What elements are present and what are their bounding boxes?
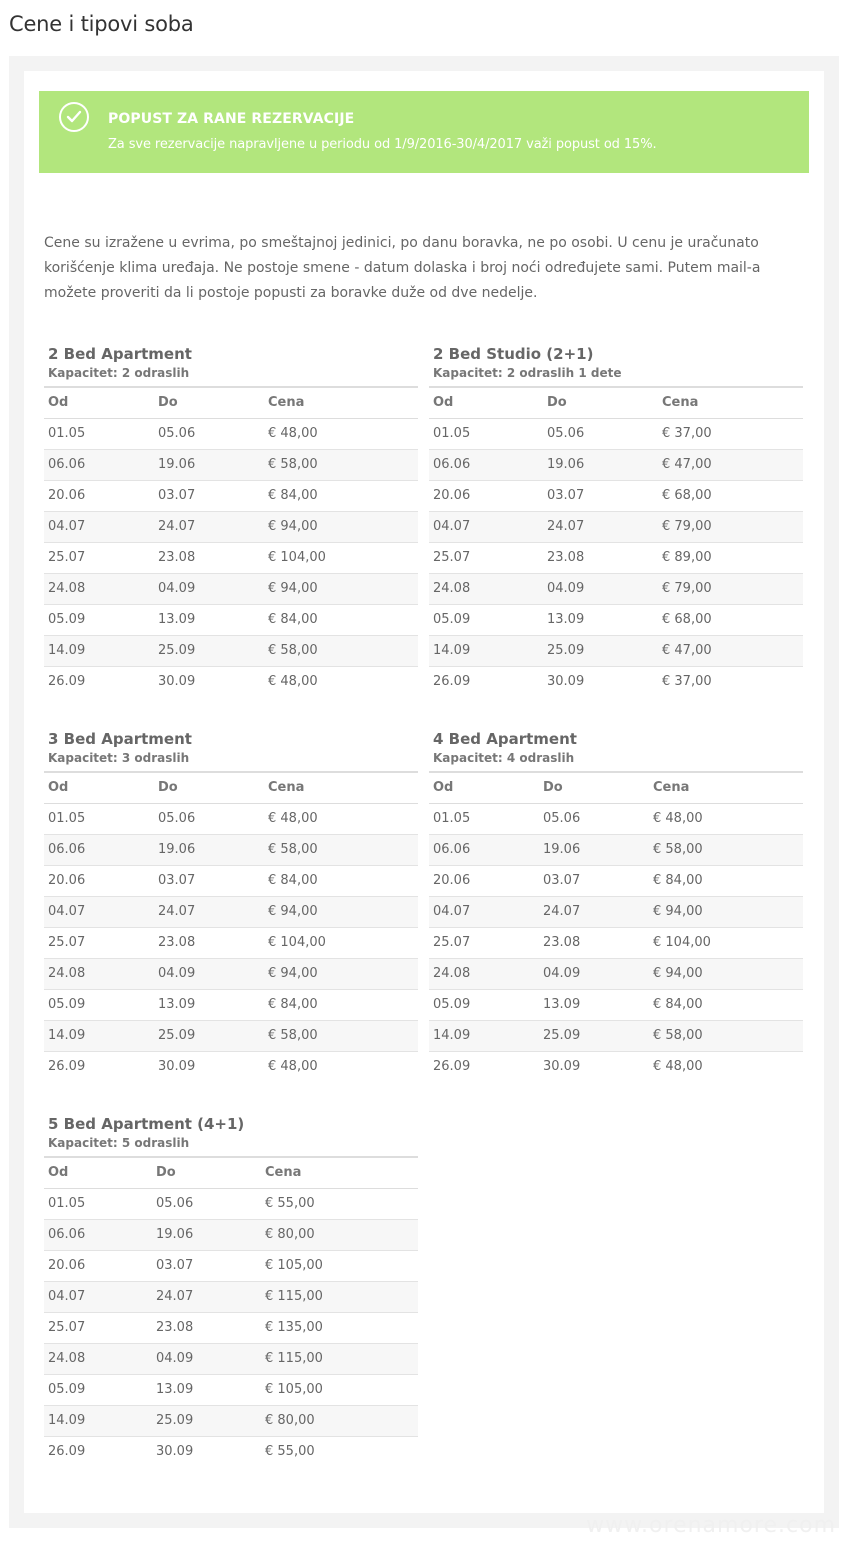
cell-price: € 48,00 <box>653 1059 703 1075</box>
column-header-price: Cena <box>649 772 803 803</box>
room-block-4-bed-apartment <box>429 728 803 1082</box>
cell-from-date: 20.06 <box>429 865 539 896</box>
table-row <box>44 1219 418 1250</box>
cell-price: € 58,00 <box>264 449 418 480</box>
cell-price: € 80,00 <box>261 1405 418 1436</box>
cell-price: € 104,00 <box>264 542 418 573</box>
cell-from-date: 14.09 <box>429 1020 539 1051</box>
cell-price: € 55,00 <box>261 1188 418 1219</box>
cell-from-date: 01.05 <box>44 1188 152 1219</box>
column-header-from: Od <box>44 772 154 803</box>
cell-to-date: 19.06 <box>154 449 264 480</box>
cell-price: € 94,00 <box>649 896 803 927</box>
table-row <box>44 480 418 511</box>
cell-to-date: 13.09 <box>154 604 264 635</box>
cell-from-date: 26.09 <box>48 1059 86 1075</box>
cell-price: € 94,00 <box>264 896 418 927</box>
cell-price: € 105,00 <box>261 1250 418 1281</box>
table-row <box>429 635 803 666</box>
table-row <box>429 958 803 989</box>
table-row <box>429 418 803 449</box>
table-row <box>44 1374 418 1405</box>
cell-from-date: 20.06 <box>44 1250 152 1281</box>
cell-to-date: 05.06 <box>154 418 264 449</box>
table-row <box>44 449 418 480</box>
table-row <box>44 1020 418 1051</box>
cell-price: € 47,00 <box>658 449 803 480</box>
price-table <box>429 386 803 697</box>
cell-from-date: 05.09 <box>429 604 543 635</box>
cell-to-date: 13.09 <box>154 989 264 1020</box>
table-row <box>429 803 803 834</box>
room-capacity: Kapacitet: 2 odraslih 1 dete <box>433 366 622 380</box>
cell-to-date: 05.06 <box>152 1188 261 1219</box>
cell-to-date: 23.08 <box>539 927 649 958</box>
cell-from-date: 06.06 <box>44 449 154 480</box>
cell-to-date: 25.09 <box>154 1020 264 1051</box>
cell-from-date: 14.09 <box>44 635 154 666</box>
cell-price: € 135,00 <box>261 1312 418 1343</box>
cell-to-date: 19.06 <box>152 1219 261 1250</box>
room-title: 5 Bed Apartment (4+1) <box>48 1115 245 1133</box>
cell-to-date: 04.09 <box>154 573 264 604</box>
table-row <box>44 803 418 834</box>
table-row <box>44 865 418 896</box>
table-row <box>429 511 803 542</box>
cell-to-date: 30.09 <box>158 1059 196 1075</box>
room-block-5-bed-apartment <box>44 1113 418 1467</box>
cell-to-date: 03.07 <box>152 1250 261 1281</box>
cell-price: € 48,00 <box>264 803 418 834</box>
column-header-to: Do <box>539 772 649 803</box>
table-row <box>429 896 803 927</box>
table-row <box>44 1436 418 1467</box>
cell-price: € 84,00 <box>649 989 803 1020</box>
cell-from-date: 25.07 <box>44 1312 152 1343</box>
table-row <box>44 1343 418 1374</box>
cell-from-date: 24.08 <box>44 958 154 989</box>
cell-to-date: 19.06 <box>154 834 264 865</box>
table-row <box>429 604 803 635</box>
table-row <box>44 511 418 542</box>
cell-from-date: 04.07 <box>44 1281 152 1312</box>
cell-price: € 68,00 <box>658 480 803 511</box>
table-row <box>44 635 418 666</box>
cell-from-date: 05.09 <box>429 989 539 1020</box>
table-row <box>429 1020 803 1051</box>
cell-to-date: 24.07 <box>539 896 649 927</box>
cell-to-date: 24.07 <box>154 511 264 542</box>
cell-to-date: 19.06 <box>539 834 649 865</box>
room-capacity: Kapacitet: 2 odraslih <box>48 366 190 380</box>
cell-to-date: 30.09 <box>543 1059 581 1075</box>
cell-price: € 55,00 <box>265 1444 315 1460</box>
column-header-to: Do <box>543 387 658 418</box>
cell-from-date: 05.09 <box>44 1374 152 1405</box>
room-capacity: Kapacitet: 4 odraslih <box>433 751 575 765</box>
column-header-from: Od <box>429 387 543 418</box>
cell-to-date: 24.07 <box>152 1281 261 1312</box>
column-header-to: Do <box>152 1157 261 1188</box>
cell-price: € 58,00 <box>264 1020 418 1051</box>
cell-from-date: 04.07 <box>429 511 543 542</box>
cell-from-date: 05.09 <box>44 604 154 635</box>
room-capacity: Kapacitet: 3 odraslih <box>48 751 190 765</box>
cell-to-date: 03.07 <box>154 865 264 896</box>
watermark: www.orenamore.com <box>586 1513 836 1538</box>
cell-price: € 84,00 <box>264 480 418 511</box>
table-row <box>44 604 418 635</box>
cell-from-date: 01.05 <box>44 418 154 449</box>
cell-to-date: 24.07 <box>154 896 264 927</box>
cell-to-date: 23.08 <box>543 542 658 573</box>
column-header-to: Do <box>154 387 264 418</box>
cell-price: € 37,00 <box>662 674 712 690</box>
table-row <box>44 958 418 989</box>
cell-from-date: 06.06 <box>429 834 539 865</box>
table-row <box>429 927 803 958</box>
content-card <box>24 71 824 1513</box>
alert-title: POPUST ZA RANE REZERVACIJE <box>108 111 355 127</box>
cell-to-date: 13.09 <box>539 989 649 1020</box>
column-header-price: Cena <box>264 387 418 418</box>
cell-price: € 48,00 <box>264 418 418 449</box>
cell-from-date: 01.05 <box>429 418 543 449</box>
cell-from-date: 25.07 <box>429 542 543 573</box>
table-row <box>429 834 803 865</box>
table-row <box>44 1312 418 1343</box>
cell-from-date: 26.09 <box>48 1444 86 1460</box>
table-row <box>44 666 418 697</box>
cell-from-date: 25.07 <box>44 927 154 958</box>
table-row <box>429 573 803 604</box>
cell-to-date: 23.08 <box>154 542 264 573</box>
cell-to-date: 30.09 <box>158 674 196 690</box>
cell-from-date: 01.05 <box>44 803 154 834</box>
cell-to-date: 03.07 <box>154 480 264 511</box>
cell-from-date: 26.09 <box>48 674 86 690</box>
cell-to-date: 30.09 <box>156 1444 194 1460</box>
table-row <box>44 1051 418 1082</box>
cell-from-date: 20.06 <box>44 865 154 896</box>
cell-from-date: 24.08 <box>429 958 539 989</box>
table-row <box>429 1051 803 1082</box>
cell-price: € 94,00 <box>649 958 803 989</box>
cell-price: € 89,00 <box>658 542 803 573</box>
cell-from-date: 04.07 <box>44 511 154 542</box>
column-header-from: Od <box>429 772 539 803</box>
cell-price: € 79,00 <box>658 511 803 542</box>
cell-to-date: 05.06 <box>154 803 264 834</box>
cell-from-date: 20.06 <box>44 480 154 511</box>
table-row <box>44 542 418 573</box>
column-header-price: Cena <box>264 772 418 803</box>
cell-from-date: 26.09 <box>433 674 471 690</box>
table-row <box>44 1188 418 1219</box>
room-title: 2 Bed Studio (2+1) <box>433 345 594 363</box>
room-block-2-bed-apartment <box>44 343 418 697</box>
cell-to-date: 30.09 <box>547 674 585 690</box>
cell-from-date: 06.06 <box>429 449 543 480</box>
cell-price: € 94,00 <box>264 958 418 989</box>
cell-price: € 37,00 <box>658 418 803 449</box>
table-row <box>44 1250 418 1281</box>
table-row <box>44 834 418 865</box>
discount-alert <box>39 91 809 173</box>
cell-from-date: 04.07 <box>429 896 539 927</box>
table-row <box>44 1281 418 1312</box>
cell-to-date: 19.06 <box>543 449 658 480</box>
column-header-price: Cena <box>261 1157 418 1188</box>
cell-price: € 104,00 <box>649 927 803 958</box>
cell-from-date: 14.09 <box>429 635 543 666</box>
cell-to-date: 04.09 <box>539 958 649 989</box>
cell-from-date: 14.09 <box>44 1405 152 1436</box>
cell-from-date: 25.07 <box>44 542 154 573</box>
cell-to-date: 05.06 <box>539 803 649 834</box>
table-row <box>429 542 803 573</box>
cell-price: € 104,00 <box>264 927 418 958</box>
cell-price: € 47,00 <box>658 635 803 666</box>
table-row <box>429 449 803 480</box>
page-title: Cene i tipovi soba <box>9 12 194 36</box>
cell-from-date: 25.07 <box>429 927 539 958</box>
cell-price: € 105,00 <box>261 1374 418 1405</box>
cell-price: € 84,00 <box>264 989 418 1020</box>
cell-to-date: 25.09 <box>543 635 658 666</box>
cell-price: € 48,00 <box>268 1059 318 1075</box>
cell-to-date: 03.07 <box>539 865 649 896</box>
room-title: 2 Bed Apartment <box>48 345 192 363</box>
cell-to-date: 25.09 <box>539 1020 649 1051</box>
table-row <box>429 989 803 1020</box>
column-header-price: Cena <box>658 387 803 418</box>
column-header-from: Od <box>44 1157 152 1188</box>
cell-from-date: 24.08 <box>44 573 154 604</box>
cell-price: € 84,00 <box>649 865 803 896</box>
cell-from-date: 14.09 <box>44 1020 154 1051</box>
cell-to-date: 24.07 <box>543 511 658 542</box>
room-capacity: Kapacitet: 5 odraslih <box>48 1136 190 1150</box>
cell-to-date: 23.08 <box>154 927 264 958</box>
cell-to-date: 25.09 <box>152 1405 261 1436</box>
cell-to-date: 13.09 <box>543 604 658 635</box>
cell-price: € 84,00 <box>264 604 418 635</box>
cell-from-date: 05.09 <box>44 989 154 1020</box>
price-table <box>429 771 803 1082</box>
cell-price: € 94,00 <box>264 573 418 604</box>
room-title: 3 Bed Apartment <box>48 730 192 748</box>
cell-from-date: 26.09 <box>433 1059 471 1075</box>
cell-price: € 84,00 <box>264 865 418 896</box>
cell-to-date: 05.06 <box>543 418 658 449</box>
room-title: 4 Bed Apartment <box>433 730 577 748</box>
cell-from-date: 24.08 <box>44 1343 152 1374</box>
cell-from-date: 06.06 <box>44 1219 152 1250</box>
room-block-2-bed-studio <box>429 343 803 697</box>
table-row <box>44 418 418 449</box>
cell-to-date: 04.09 <box>543 573 658 604</box>
price-table <box>44 1156 418 1467</box>
cell-from-date: 01.05 <box>429 803 539 834</box>
table-row <box>429 480 803 511</box>
table-row <box>44 1405 418 1436</box>
price-intro-text: Cene su izražene u evrima, po smeštajnoj jedinici, po danu boravka, ne po osobi. U cenu je uračunato korišćenje klima uređaja. Ne postoje smene - datum dolaska i broj noći određujete sami. Putem mail-a možete proveriti da li postoje popusti za boravke duže od dve nedelje. <box>44 235 761 301</box>
cell-price: € 48,00 <box>268 674 318 690</box>
cell-price: € 79,00 <box>658 573 803 604</box>
cell-price: € 115,00 <box>261 1343 418 1374</box>
table-row <box>44 927 418 958</box>
table-row <box>44 896 418 927</box>
column-header-to: Do <box>154 772 264 803</box>
cell-price: € 58,00 <box>649 834 803 865</box>
alert-text: Za sve rezervacije napravljene u periodu od 1/9/2016-30/4/2017 važi popust od 15%. <box>108 137 657 152</box>
cell-from-date: 20.06 <box>429 480 543 511</box>
cell-price: € 115,00 <box>261 1281 418 1312</box>
cell-price: € 94,00 <box>264 511 418 542</box>
cell-price: € 68,00 <box>658 604 803 635</box>
price-table <box>44 771 418 1082</box>
table-row <box>429 666 803 697</box>
table-row <box>44 573 418 604</box>
cell-price: € 58,00 <box>649 1020 803 1051</box>
cell-price: € 58,00 <box>264 635 418 666</box>
price-table <box>44 386 418 697</box>
cell-from-date: 06.06 <box>44 834 154 865</box>
cell-to-date: 23.08 <box>152 1312 261 1343</box>
check-circle-icon <box>59 102 89 132</box>
cell-from-date: 04.07 <box>44 896 154 927</box>
cell-to-date: 04.09 <box>152 1343 261 1374</box>
cell-price: € 58,00 <box>264 834 418 865</box>
cell-to-date: 13.09 <box>152 1374 261 1405</box>
cell-to-date: 03.07 <box>543 480 658 511</box>
cell-to-date: 04.09 <box>154 958 264 989</box>
column-header-from: Od <box>44 387 154 418</box>
table-row <box>429 865 803 896</box>
table-row <box>44 989 418 1020</box>
cell-to-date: 25.09 <box>154 635 264 666</box>
cell-price: € 48,00 <box>649 803 803 834</box>
content-panel <box>9 56 839 1528</box>
room-block-3-bed-apartment <box>44 728 418 1082</box>
cell-price: € 80,00 <box>261 1219 418 1250</box>
cell-from-date: 24.08 <box>429 573 543 604</box>
